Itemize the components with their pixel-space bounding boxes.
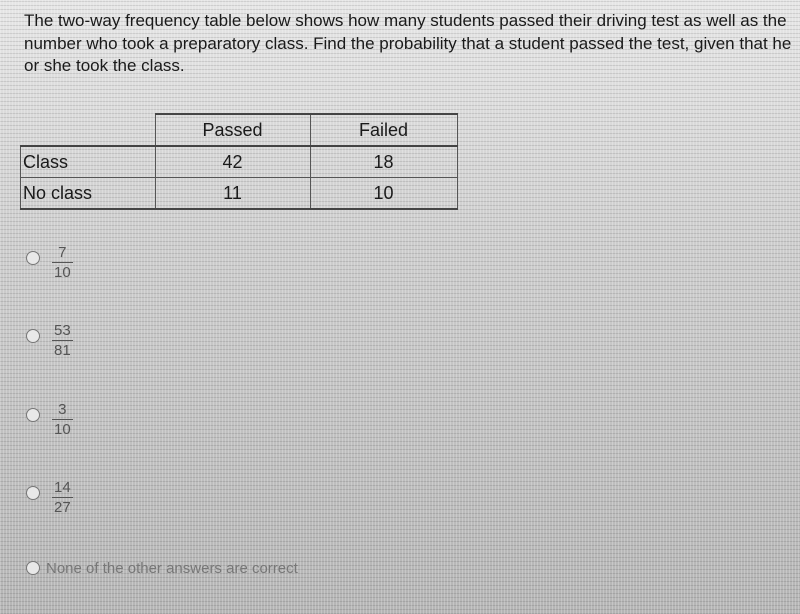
radio-button[interactable]	[26, 561, 40, 575]
cell-class-passed: 42	[155, 146, 310, 178]
fraction-denominator: 10	[54, 421, 71, 438]
fraction-bar	[52, 340, 73, 341]
fraction	[52, 402, 73, 438]
cell-no-class-failed: 10	[310, 178, 457, 210]
fraction-numerator: 53	[54, 322, 71, 339]
column-header-failed: Failed	[310, 114, 457, 146]
table-header-row	[21, 114, 458, 146]
fraction-denominator: 27	[54, 499, 71, 516]
cell-no-class-passed: 11	[155, 178, 310, 210]
answer-option-5[interactable]	[26, 558, 298, 578]
fraction-numerator: 14	[54, 479, 71, 496]
table-row	[21, 146, 458, 178]
frequency-table	[20, 113, 458, 210]
table-corner-cell	[21, 114, 156, 146]
answer-option-label: None of the other answers are correct	[46, 560, 298, 577]
radio-button[interactable]	[26, 251, 40, 265]
radio-button[interactable]	[26, 486, 40, 500]
fraction-numerator: 7	[58, 244, 67, 261]
radio-button[interactable]	[26, 329, 40, 343]
table-row	[21, 178, 458, 210]
answer-option-1[interactable]	[26, 245, 73, 281]
fraction	[52, 245, 73, 281]
radio-button[interactable]	[26, 408, 40, 422]
row-label-class: Class	[21, 146, 156, 178]
fraction-bar	[52, 262, 73, 263]
fraction-bar	[52, 497, 73, 498]
answer-option-2[interactable]	[26, 323, 73, 359]
fraction-denominator: 81	[54, 342, 71, 359]
answer-option-4[interactable]	[26, 480, 73, 516]
column-header-passed: Passed	[155, 114, 310, 146]
cell-class-failed: 18	[310, 146, 457, 178]
question-text: The two-way frequency table below shows how many students passed their driving test as well as the number who took a preparatory class. Find the probability that a student passed the test, given that he or she took the class.	[24, 11, 792, 75]
fraction-denominator: 10	[54, 264, 71, 281]
row-label-no-class: No class	[21, 178, 156, 210]
fraction	[52, 480, 73, 516]
fraction	[52, 323, 73, 359]
fraction-bar	[52, 419, 73, 420]
answer-option-3[interactable]	[26, 402, 73, 438]
fraction-numerator: 3	[58, 401, 67, 418]
